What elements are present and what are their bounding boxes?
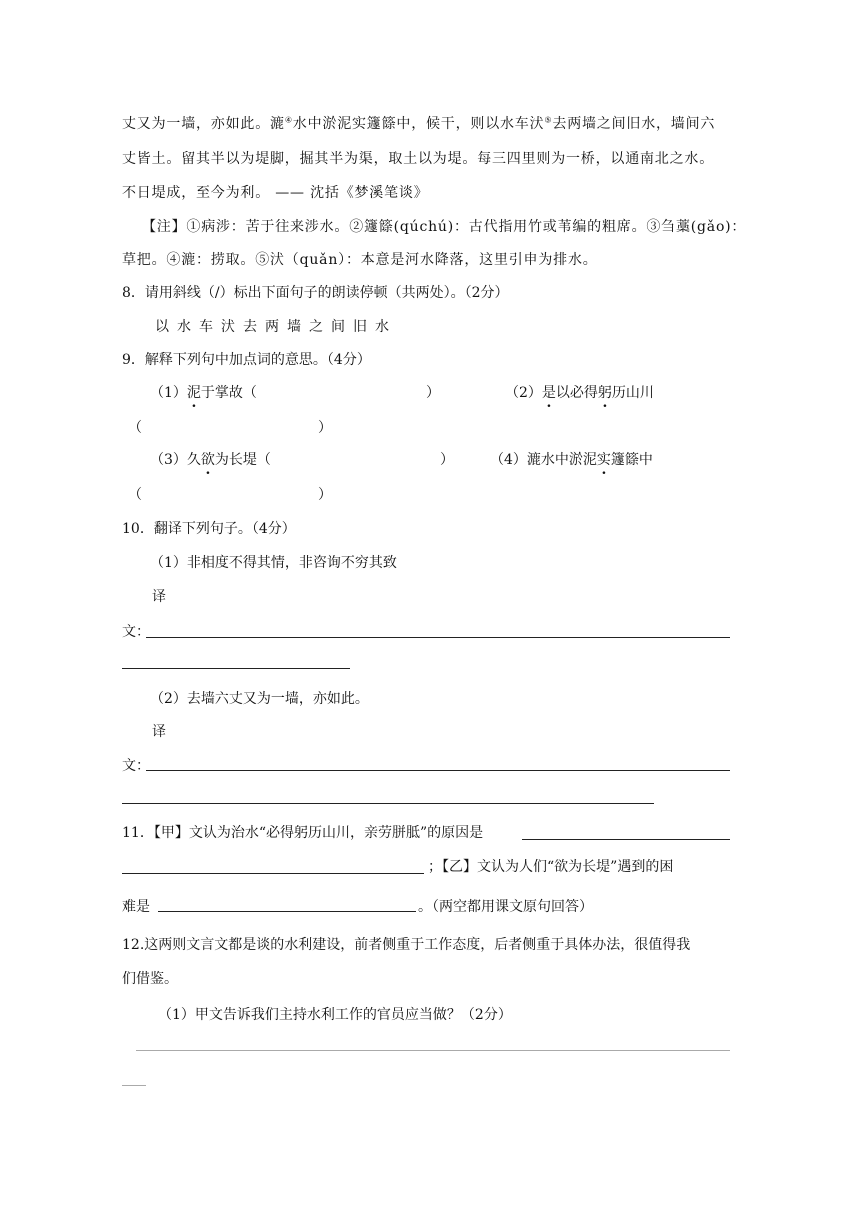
item-text: 籧篨中 — [610, 452, 653, 468]
question-9-item-3 — [150, 449, 271, 469]
answer-blank-open: （ — [128, 420, 142, 436]
answer-line[interactable] — [146, 637, 730, 638]
answer-line[interactable] — [136, 1050, 730, 1051]
dotted-word: 躬 — [597, 385, 612, 401]
passage-text: 去两墙之间旧水，墙间六 — [552, 116, 716, 132]
question-12-line-2: 们借鉴。 — [122, 971, 178, 987]
question-9-title: 9．解释下列句中加点词的意思。（4分） — [122, 352, 371, 368]
answer-line[interactable] — [122, 1085, 146, 1086]
question-11-line-3-start: 难是 — [122, 899, 150, 915]
dotted-word: 欲 — [200, 452, 215, 468]
footnote-mark: ④ — [284, 115, 293, 125]
item-text: （3）久 — [150, 452, 201, 468]
note-line-1: 【注】①病涉：苦于往来涉水。②籧篨(qúchú)：古代指用竹或苇编的粗席。③刍藁(gǎo)： — [142, 219, 747, 235]
footnote-mark: ⑤ — [544, 115, 553, 125]
answer-blank-close: ） — [318, 487, 332, 503]
question-9-item-2 — [505, 382, 654, 402]
translation-label-yi: 译 — [152, 724, 166, 740]
question-9-item-4 — [490, 449, 653, 469]
dotted-word: 是 — [541, 385, 556, 401]
question-8-sentence[interactable]: 以水车汱去两墙之间旧水 — [155, 319, 397, 335]
item-number: （1） — [150, 385, 187, 401]
passage-line-3: 不日堤成，至今为利。 —— 沈括《梦溪笔谈》 — [122, 185, 429, 201]
answer-blank-close: ） — [440, 452, 454, 468]
answer-line[interactable] — [122, 803, 654, 804]
answer-line[interactable] — [146, 770, 730, 771]
passage-text: 水中淤泥实籧篨中，候干，则以水车汱 — [292, 116, 545, 132]
dotted-word: 实 — [596, 452, 611, 468]
question-10-sentence-1: （1）非相度不得其情，非咨询不穷其致 — [150, 555, 397, 571]
item-text: （4）漉水中淤泥 — [490, 452, 597, 468]
question-10-sentence-2: （2）去墙六丈又为一墙，亦如此。 — [150, 691, 369, 707]
passage-line-1 — [122, 113, 715, 133]
question-12-sub-1: （1）甲文告诉我们主持水利工作的官员应当做？（2分） — [158, 1007, 512, 1023]
answer-line[interactable] — [522, 839, 730, 840]
answer-blank-close: ） — [426, 385, 440, 401]
dotted-word: 泥 — [186, 385, 201, 401]
passage-text: 丈又为一墙，亦如此。漉 — [122, 116, 285, 132]
translation-label-yi: 译 — [152, 589, 166, 605]
answer-blank-close: ） — [318, 420, 332, 436]
translation-label-wen: 文： — [122, 758, 150, 774]
translation-label-wen: 文： — [122, 624, 150, 640]
question-12-line-1: 12.这两则文言文都是谈的水利建设，前者侧重于工作态度，后者侧重于具体办法，很值得我 — [122, 937, 691, 953]
question-11-line-1: 11．【甲】文认为治水“必得躬历山川，亲劳胼胝”的原因是 — [122, 825, 484, 841]
question-9-item-1 — [150, 382, 257, 402]
answer-line[interactable] — [122, 668, 350, 669]
answer-line[interactable] — [122, 873, 424, 874]
question-11-line-2: ；【乙】文认为人们“欲为长堤”遇到的困 — [428, 859, 674, 875]
question-11-line-3-end: 。（两空都用课文原句回答） — [418, 899, 593, 915]
item-text: 以必得 — [555, 385, 598, 401]
passage-line-2: 丈皆土。留其半以为堤脚，掘其半为渠，取土以为堤。每三四里则为一桥，以通南北之水。 — [122, 151, 714, 167]
item-text: 于掌故（ — [200, 385, 257, 401]
item-text: 为长堤（ — [214, 452, 271, 468]
answer-blank-open: （ — [128, 487, 142, 503]
question-10-title: 10．翻译下列句子。（4分） — [122, 521, 296, 537]
answer-line[interactable] — [158, 911, 416, 912]
note-line-2: 草把。④漉：捞取。⑤汱（quǎn）：本意是河水降落，这里引申为排水。 — [122, 252, 598, 268]
question-8-title: 8．请用斜线（/）标出下面句子的朗读停顿（共两处）。（2分） — [122, 285, 509, 301]
item-text: 历山川 — [611, 385, 654, 401]
item-number: （2） — [505, 385, 542, 401]
